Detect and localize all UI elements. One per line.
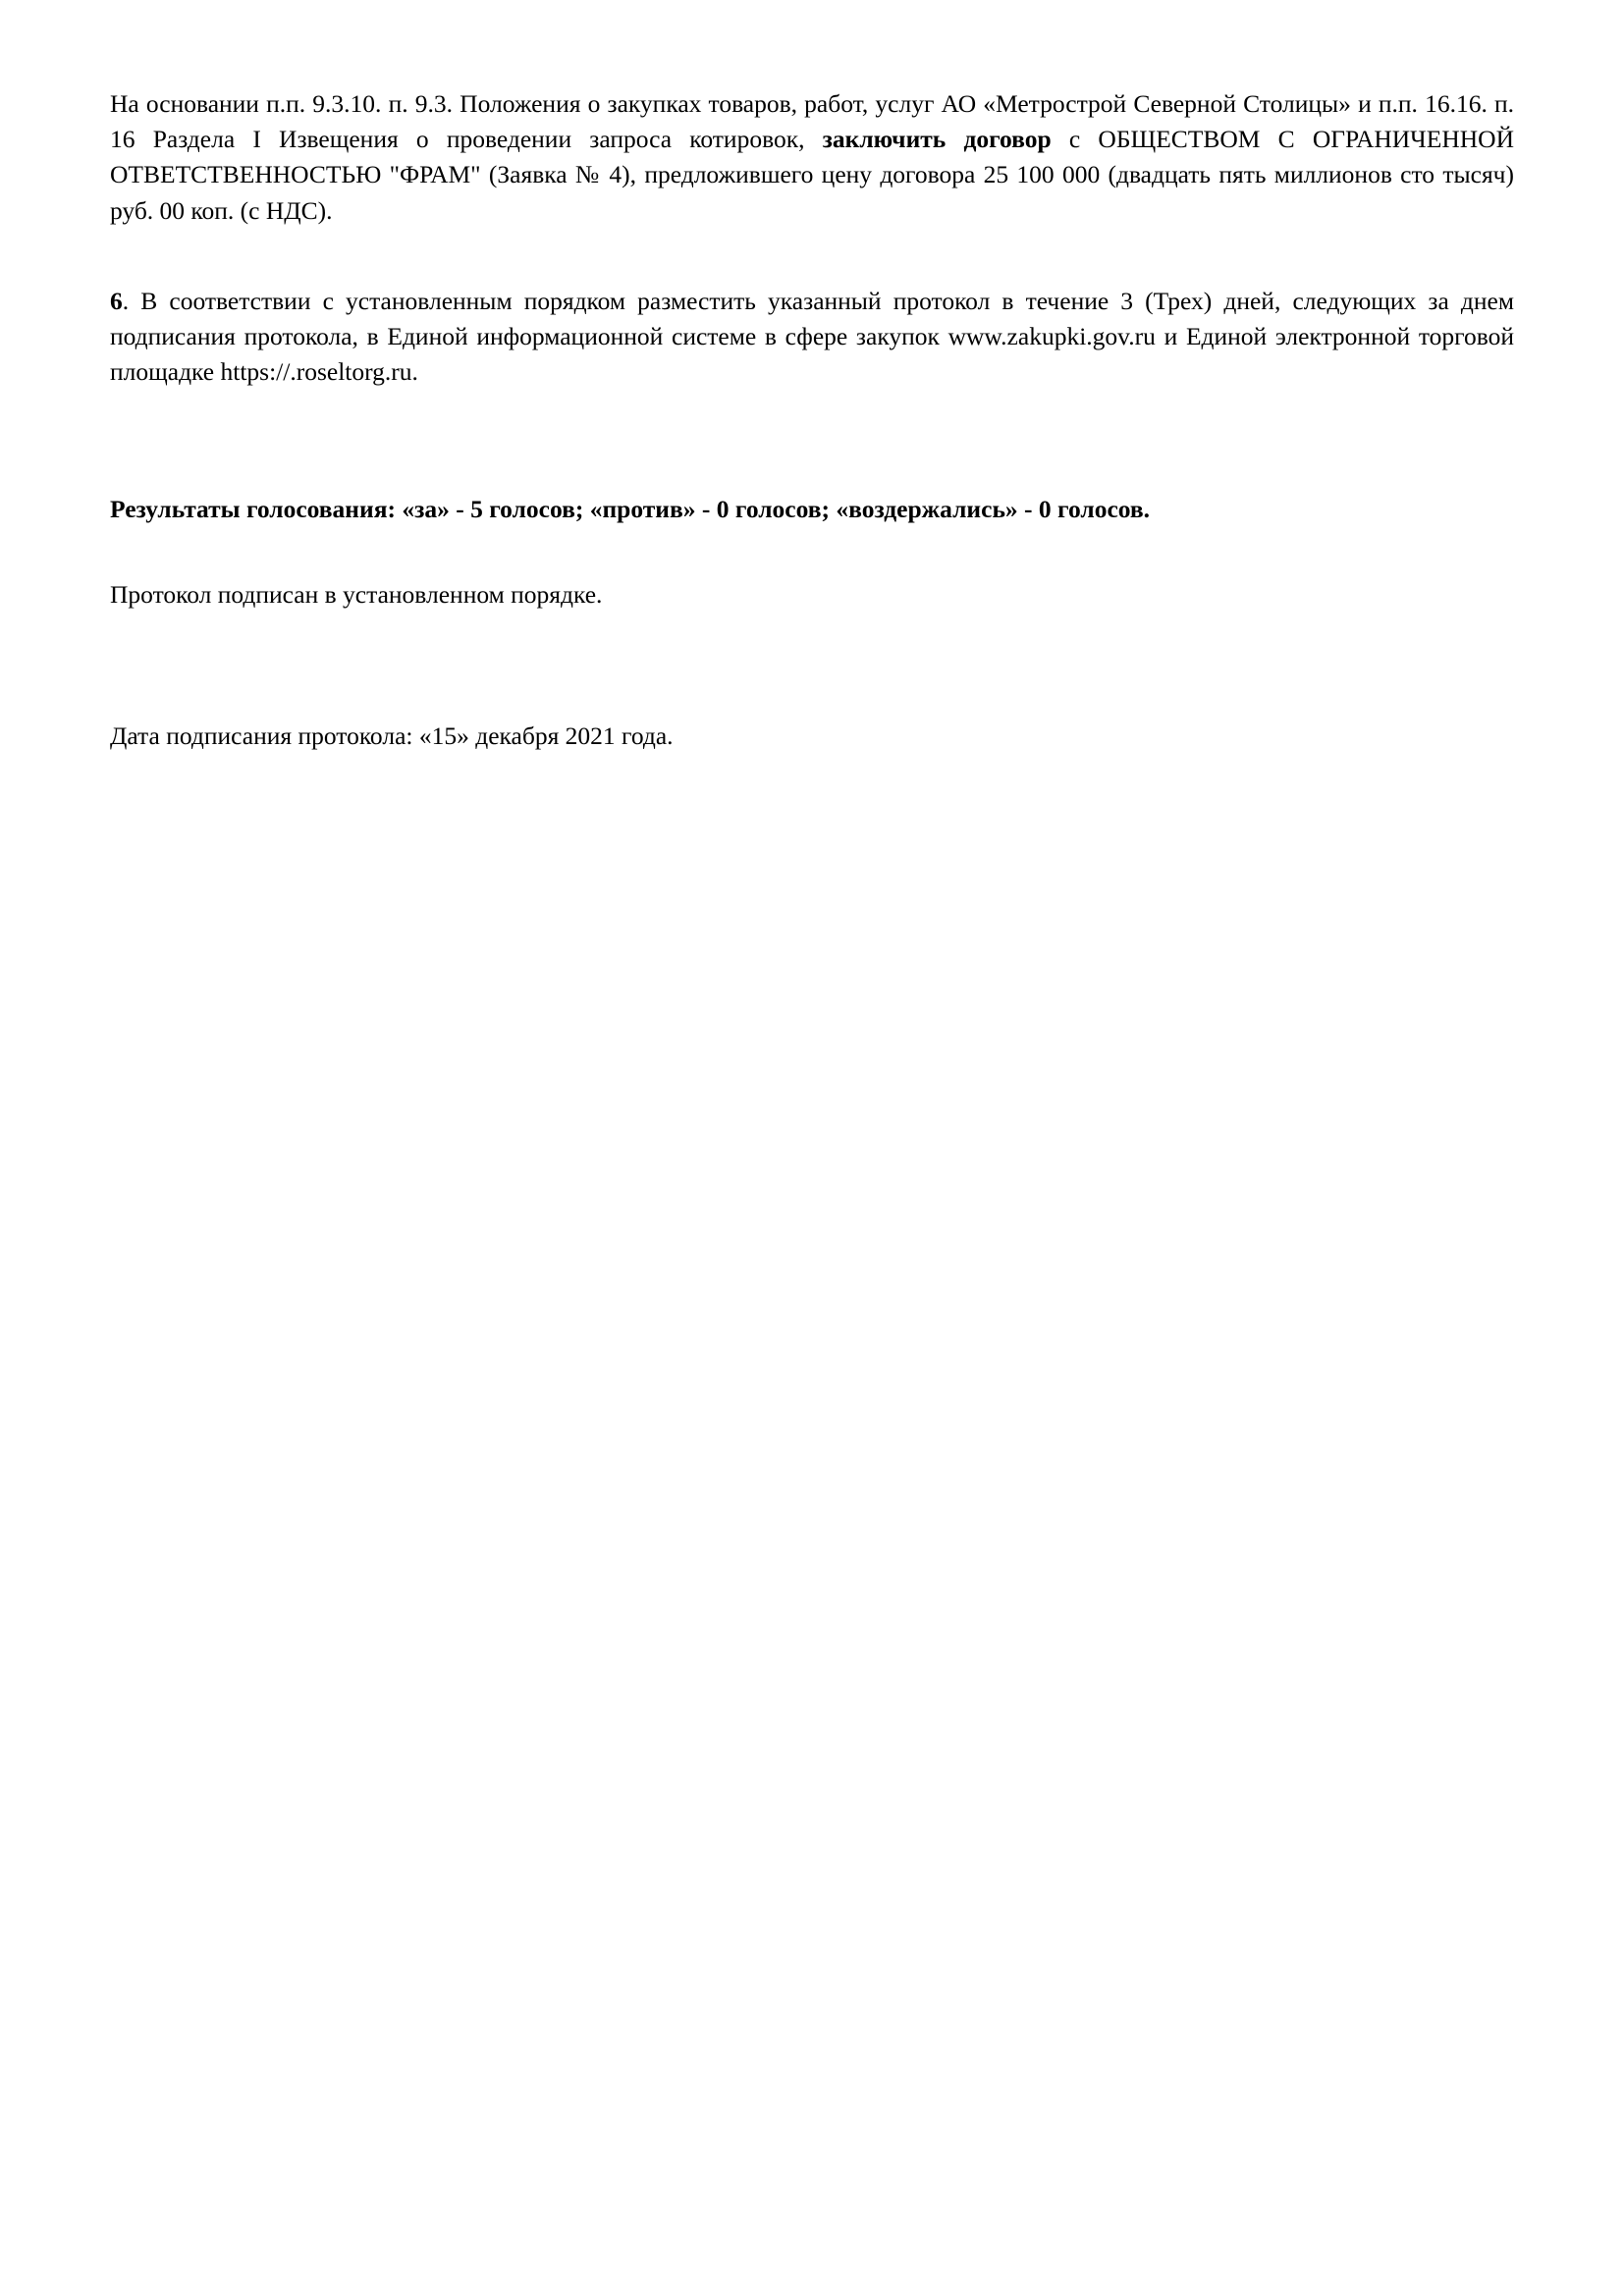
voting-count-for: 5 голосов; [463,495,590,524]
publication-item-number: 6 [110,286,123,315]
voting-label-for: Результаты голосования: «за» - [110,495,464,524]
paragraph-decision [110,86,1514,229]
publication-text: . В соответствии с установленным порядком разместить указанный протокол в течение 3 (Трех) дней, следующих за днем подписания протокола, в Единой информационной системе в сфере закупок www.zakupki.gov.ru и Единой электронной торговой площадке https://.roseltorg.ru. [110,286,1514,387]
paragraph-publication [110,284,1514,391]
signed-note: Протокол подписан в установленном порядке. [110,579,603,609]
signing-date: Дата подписания протокола: «15» декабря 2021 года. [110,721,674,750]
decision-text-part-2: с ОБЩЕСТВОМ С ОГРАНИЧЕННОЙ ОТВЕТСТВЕННОСТЬЮ "ФРАМ" (Заявка № 4), предложившего цену договора 25 100 000 (двадцать пять миллионов сто тысяч) руб. 00 коп. (с НДС). [110,125,1514,225]
voting-against: «против» - 0 голосов; [589,495,837,524]
decision-text-part-1: На основании п.п. 9.3.10. п. 9.3. Положения о закупках товаров, работ, услуг АО «Метрострой Северной Столицы» и п.п. 16.16. п. 16 Раздела I Извещения о проведении запроса котировок, [110,89,1514,154]
spacer-2 [110,390,1514,492]
spacer-3 [110,528,1514,577]
decision-text-bold: заключить договор [822,125,1052,154]
spacer-1 [110,229,1514,284]
spacer-4 [110,613,1514,719]
voting-results [110,492,1514,527]
voting-abstained: «воздержались» - 0 голосов. [836,495,1151,524]
